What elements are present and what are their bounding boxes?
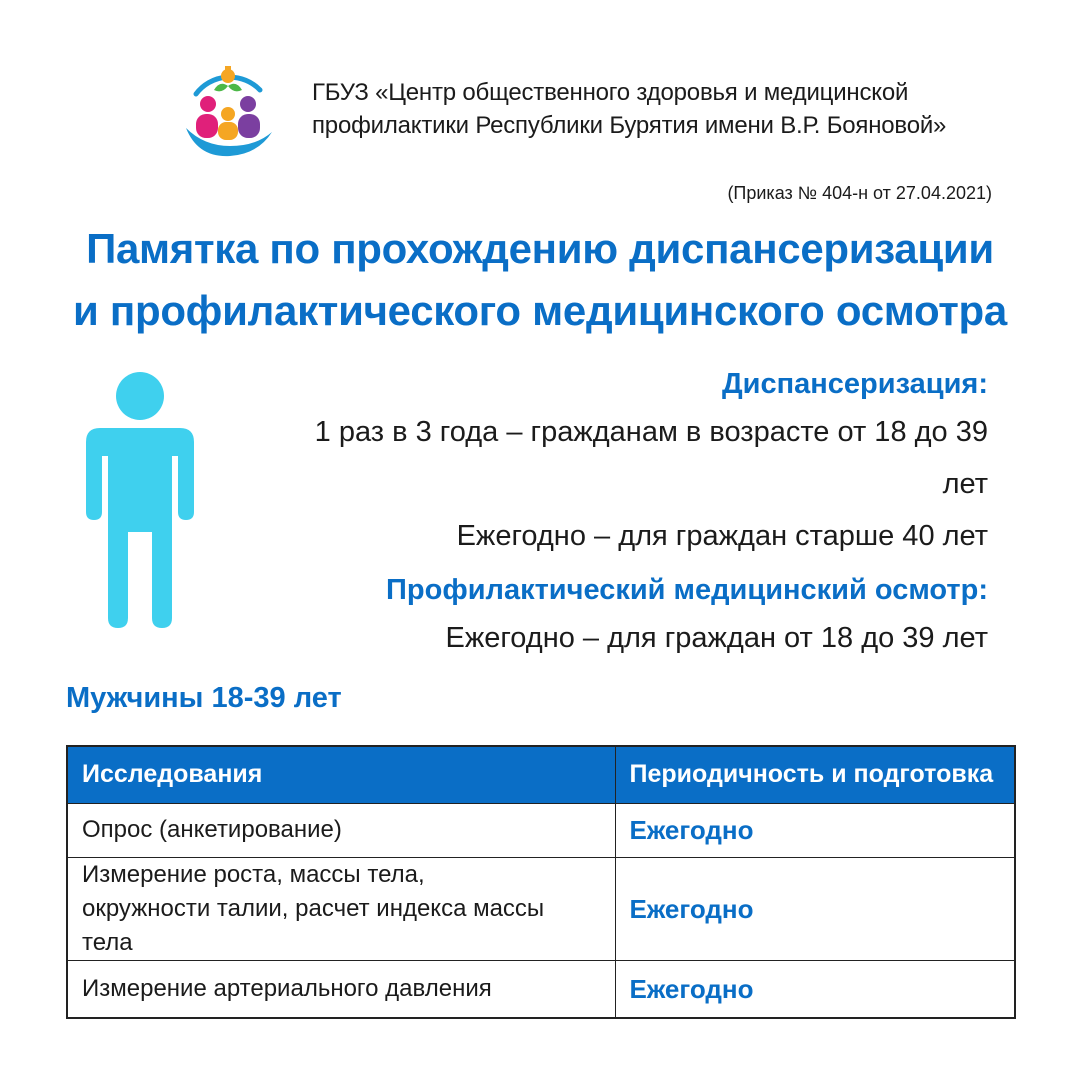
- page-title: [40, 218, 1040, 342]
- study-cell: Измерение артериального давления: [67, 960, 615, 1018]
- checkup-line-1: Ежегодно – для граждан от 18 до 39 лет: [445, 622, 988, 654]
- table-header-studies: Исследования: [67, 746, 615, 803]
- dispensary-heading: Диспансеризация:: [722, 368, 988, 400]
- study-line-2: окружности талии, расчет индекса массы тела: [82, 894, 545, 956]
- title-line-2: и профилактического медицинского осмотра: [73, 287, 1007, 334]
- title-line-1: Памятка по прохождению диспансеризации: [86, 225, 994, 272]
- period-cell: Ежегодно: [615, 857, 1015, 960]
- info-block: [268, 362, 988, 664]
- person-silhouette-icon: [84, 372, 196, 628]
- table-row: [67, 857, 1015, 960]
- study-cell: [67, 857, 615, 960]
- table-header-periodicity: Периодичность и подготовка: [615, 746, 1015, 803]
- table-row: [67, 960, 1015, 1018]
- order-reference: (Приказ № 404-н от 27.04.2021): [727, 183, 992, 203]
- period-cell: Ежегодно: [615, 960, 1015, 1018]
- organization-name: [312, 76, 1012, 142]
- table-row: [67, 803, 1015, 857]
- study-line-1: Измерение роста, массы тела,: [82, 860, 425, 888]
- period-cell: Ежегодно: [615, 803, 1015, 857]
- dispensary-line-1: 1 раз в 3 года – гражданам в возрасте от 18 до 39 лет: [314, 416, 988, 500]
- organization-logo: [178, 66, 278, 162]
- org-name-line-1: ГБУЗ «Центр общественного здоровья и медицинской: [312, 79, 909, 106]
- section-title: Мужчины 18-39 лет: [66, 682, 342, 714]
- org-name-line-2: профилактики Республики Бурятия имени В.Р. Бояновой»: [312, 112, 947, 139]
- study-cell: Опрос (анкетирование): [67, 803, 615, 857]
- table-header-row: [67, 746, 1015, 803]
- checkup-heading: Профилактический медицинский осмотр:: [386, 574, 988, 606]
- examinations-table: [66, 745, 1016, 1019]
- dispensary-line-2: Ежегодно – для граждан старше 40 лет: [456, 520, 988, 552]
